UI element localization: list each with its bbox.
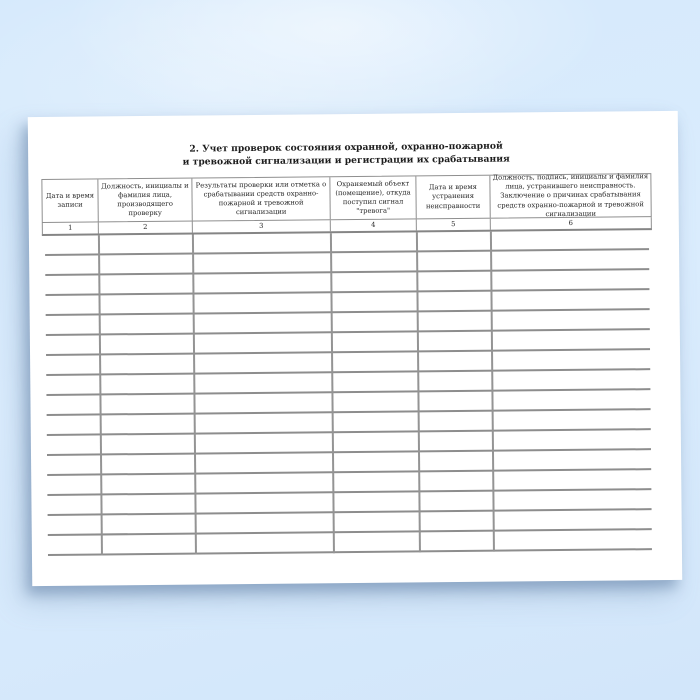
- column-number-1: 1: [43, 222, 99, 234]
- table-body: [42, 230, 655, 556]
- table-header-cell-date-time: Дата и время записи: [42, 179, 98, 222]
- table-header-cell-object: Охраняемый объект (помещение), откуда поступил сигнал "тревога": [330, 176, 416, 219]
- log-table: [41, 173, 655, 556]
- table-header-row: [41, 173, 651, 223]
- document-title-line-2: и тревожной сигнализации и регистрации их срабатывания: [182, 153, 510, 168]
- table-header-cell-fixer-conclusion: Должность, подпись, инициалы и фамилия лица, устранившего неисправность. Заключение о причинах срабатывания средств охранно-пожарной и тревожной сигнализации: [492, 172, 649, 218]
- table-header-cell-inspector: Должность, инициалы и фамилия лица, производящего проверку: [98, 179, 192, 222]
- table-header-cell-results: Результаты проверки или отметка о срабатывании средств охранно-пожарной и тревожной сигнализации: [192, 177, 330, 220]
- table-header-cell-fix-date: Дата и время устранения неисправности: [416, 176, 490, 219]
- column-number-6: 6: [568, 218, 573, 227]
- document-title-line-1: 2. Учет проверок состояния охранной, охранно-пожарной: [189, 140, 503, 155]
- column-number-2: 2: [99, 222, 193, 234]
- column-number-5: 5: [417, 219, 491, 231]
- document-title: [41, 139, 651, 170]
- document-page: [28, 111, 682, 586]
- column-number-3: 3: [193, 220, 331, 232]
- column-number-4: 4: [331, 219, 417, 231]
